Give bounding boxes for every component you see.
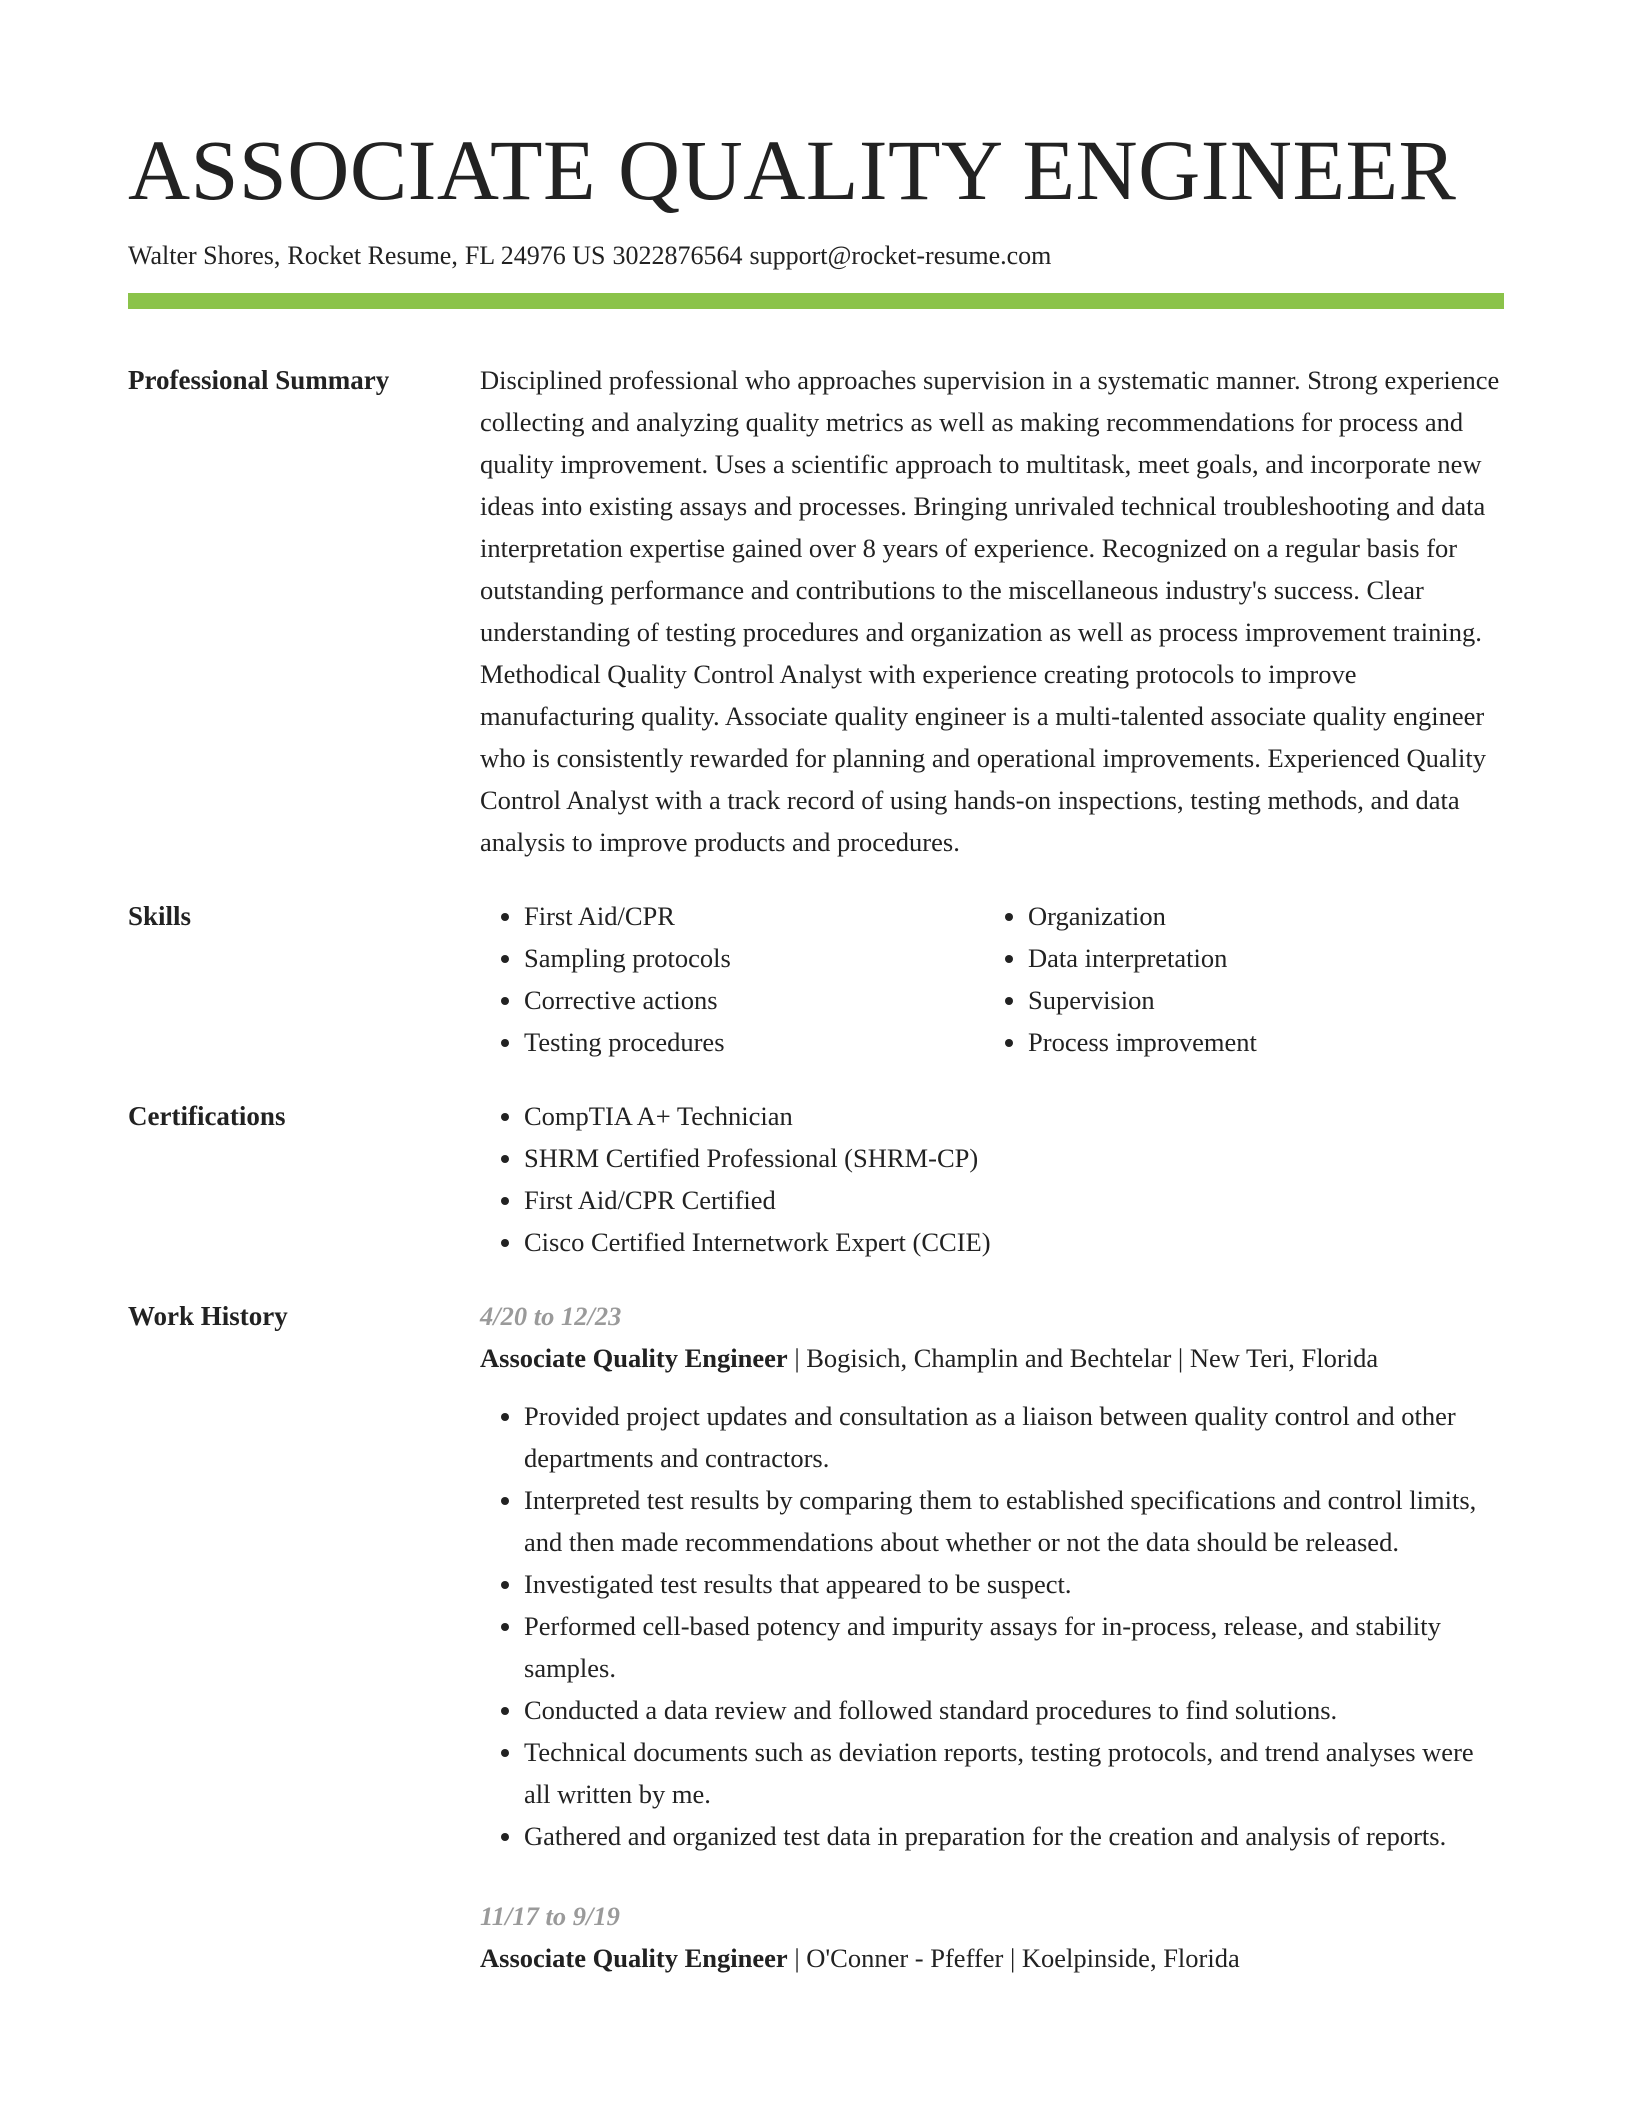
job-title: Associate Quality Engineer <box>480 1343 788 1373</box>
job-details: | Bogisich, Champlin and Bechtelar | New Teri, Florida <box>787 1343 1379 1373</box>
skill-item: • First Aid/CPR <box>524 895 984 937</box>
certification-item: • First Aid/CPR Certified <box>524 1179 1504 1221</box>
job-entry <box>480 1295 1504 1857</box>
job-bullet: • Provided project updates and consultation as a liaison between quality control and other departments and contractors. <box>524 1395 1504 1479</box>
skills-body <box>480 895 1504 1063</box>
certification-item: • SHRM Certified Professional (SHRM-CP) <box>524 1137 1504 1179</box>
skills-list-right <box>984 895 1404 1063</box>
skills-list-left <box>480 895 984 1063</box>
contact-company: Rocket Resume, <box>287 241 458 270</box>
skill-item: • Corrective actions <box>524 979 984 1021</box>
job-details: | O'Conner - Pfeffer | Koelpinside, Florida <box>787 1943 1240 1973</box>
skills-label: Skills <box>128 901 192 931</box>
work-history-label: Work History <box>128 1301 288 1331</box>
job-bullet: • Investigated test results that appeared to be suspect. <box>524 1563 1504 1605</box>
summary-section <box>128 359 1504 863</box>
job-dates: 11/17 to 9/19 <box>480 1901 620 1931</box>
certification-item: • CompTIA A+ Technician <box>524 1095 1504 1137</box>
certifications-section <box>128 1095 1504 1263</box>
summary-label: Professional Summary <box>128 365 390 395</box>
work-history-body <box>480 1295 1504 1979</box>
skill-item: • Organization <box>1028 895 1404 937</box>
contact-name: Walter Shores, <box>128 241 281 270</box>
job-dates: 4/20 to 12/23 <box>480 1301 622 1331</box>
contact-line <box>128 239 1504 273</box>
skill-item: • Supervision <box>1028 979 1404 1021</box>
job-title: Associate Quality Engineer <box>480 1943 788 1973</box>
job-heading <box>480 1337 1504 1379</box>
job-entry <box>480 1895 1504 1979</box>
skill-item: • Process improvement <box>1028 1021 1404 1063</box>
certifications-list <box>480 1095 1504 1263</box>
contact-location: FL 24976 US <box>464 241 606 270</box>
header-divider <box>128 293 1504 309</box>
skill-item: • Data interpretation <box>1028 937 1404 979</box>
job-bullet: • Conducted a data review and followed standard procedures to find solutions. <box>524 1689 1504 1731</box>
summary-body <box>480 359 1504 863</box>
certifications-label: Certifications <box>128 1101 286 1131</box>
job-bullets <box>480 1395 1504 1857</box>
summary-text: Disciplined professional who approaches supervision in a systematic manner. Strong experience collecting and analyzing quality metrics as well as making recommendations for process and quality improvement. Uses a scientific approach to multitask, meet goals, and incorporate new ideas into existing assays and processes. Bringing unrivaled technical troubleshooting and data interpretation expertise gained over 8 years of experience. Recognized on a regular basis for outstanding performance and contributions to the miscellaneous industry's success. Clear understanding of testing procedures and organization as well as process improvement training. Methodical Quality Control Analyst with experience creating protocols to improve manufacturing quality. Associate quality engineer is a multi-talented associate quality engineer who is consistently rewarded for planning and operational improvements. Experienced Quality Control Analyst with a track record of using hands-on inspections, testing methods, and data analysis to improve products and procedures. <box>480 365 1500 857</box>
skill-item: • Sampling protocols <box>524 937 984 979</box>
job-bullet: • Gathered and organized test data in preparation for the creation and analysis of reports. <box>524 1815 1504 1857</box>
job-bullet: • Performed cell-based potency and impurity assays for in-process, release, and stability samples. <box>524 1605 1504 1689</box>
resume-title: ASSOCIATE QUALITY ENGINEER <box>128 122 1457 218</box>
work-history-section <box>128 1295 1504 1979</box>
skills-section <box>128 895 1504 1063</box>
job-bullet: • Technical documents such as deviation reports, testing protocols, and trend analyses were all written by me. <box>524 1731 1504 1815</box>
certification-item: • Cisco Certified Internetwork Expert (CCIE) <box>524 1221 1504 1263</box>
job-heading <box>480 1937 1504 1979</box>
contact-email: support@rocket-resume.com <box>749 241 1052 270</box>
certifications-body <box>480 1095 1504 1263</box>
skill-item: • Testing procedures <box>524 1021 984 1063</box>
contact-phone: 3022876564 <box>612 241 743 270</box>
job-bullet: • Interpreted test results by comparing them to established specifications and control limits, and then made recommendations about whether or not the data should be released. <box>524 1479 1504 1563</box>
